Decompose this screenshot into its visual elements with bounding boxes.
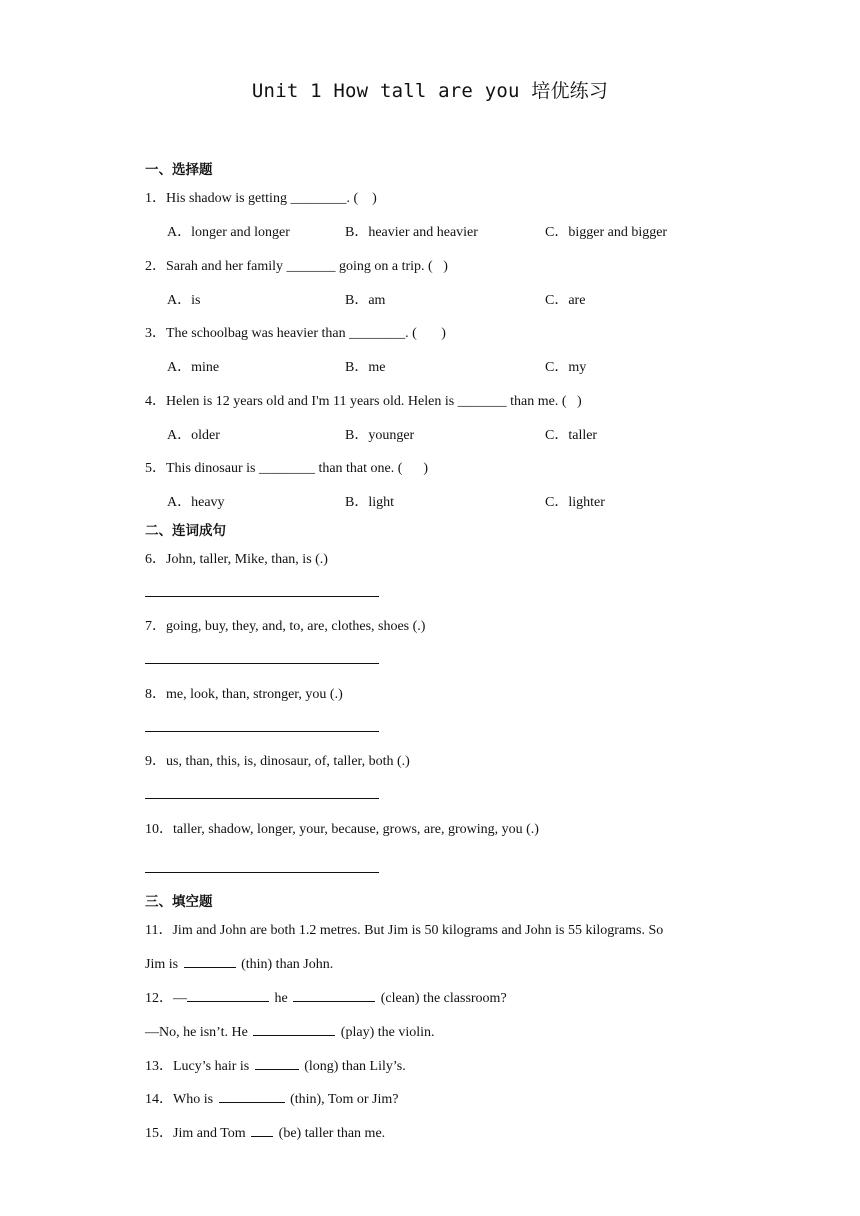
blank-13[interactable]	[255, 1055, 299, 1070]
question-13: 13．Lucy’s hair is (long) than Lily’s.	[145, 1055, 406, 1075]
q3-option-c: C．my	[545, 360, 587, 375]
section-heading-fill-blank: 三、填空题	[145, 894, 213, 910]
question-15: 15．Jim and Tom (be) taller than me.	[145, 1122, 385, 1142]
q5-option-c: C．lighter	[545, 495, 605, 510]
question-3: 3．The schoolbag was heavier than ________. ( )	[145, 326, 446, 341]
q2-option-c: C．are	[545, 293, 586, 308]
answer-line-10[interactable]	[145, 872, 379, 873]
question-9: 9．us, than, this, is, dinosaur, of, taller, both (.)	[145, 754, 410, 769]
blank-15[interactable]	[251, 1122, 273, 1137]
question-10: 10．taller, shadow, longer, your, because, grows, are, growing, you (.)	[145, 822, 539, 837]
q3-option-a: A．mine	[167, 360, 220, 375]
blank-12a[interactable]	[187, 987, 269, 1002]
blank-12c[interactable]	[253, 1021, 335, 1036]
q1-option-b: B．heavier and heavier	[345, 225, 478, 240]
page-title: Unit 1 How tall are you 培优练习	[251, 80, 609, 102]
question-7: 7．going, buy, they, and, to, are, clothes, shoes (.)	[145, 619, 426, 634]
question-8: 8．me, look, than, stronger, you (.)	[145, 687, 343, 702]
answer-line-6[interactable]	[145, 596, 379, 597]
question-5: 5．This dinosaur is ________ than that one. ( )	[145, 461, 429, 476]
answer-line-7[interactable]	[145, 663, 379, 664]
question-2: 2．Sarah and her family _______ going on a trip. ( )	[145, 259, 448, 274]
section-heading-multiple-choice: 一、选择题	[145, 162, 213, 178]
q1-option-c: C．bigger and bigger	[545, 225, 668, 240]
question-11-line1: 11．Jim and John are both 1.2 metres. But Jim is 50 kilograms and John is 55 kilograms. So	[145, 923, 664, 938]
question-6: 6．John, taller, Mike, than, is (.)	[145, 552, 328, 567]
q2-option-b: B．am	[345, 293, 386, 308]
question-14: 14．Who is (thin), Tom or Jim?	[145, 1088, 398, 1108]
answer-line-8[interactable]	[145, 731, 379, 732]
q4-option-c: C．taller	[545, 428, 598, 443]
q5-option-b: B．light	[345, 495, 395, 510]
section-heading-word-order: 二、连词成句	[145, 523, 226, 539]
question-12-line2: —No, he isn’t. He (play) the violin.	[145, 1021, 435, 1041]
answer-line-9[interactable]	[145, 798, 379, 799]
q4-option-b: B．younger	[345, 428, 415, 443]
q4-option-a: A．older	[167, 428, 220, 443]
q3-option-b: B．me	[345, 360, 386, 375]
q2-option-a: A．is	[167, 293, 201, 308]
blank-11[interactable]	[184, 953, 236, 968]
question-12-line1: 12．— he (clean) the classroom?	[145, 987, 507, 1007]
q5-option-a: A．heavy	[167, 495, 225, 510]
q1-option-a: A．longer and longer	[167, 225, 290, 240]
question-1: 1．His shadow is getting ________. ( )	[145, 191, 377, 206]
blank-12b[interactable]	[293, 987, 375, 1002]
blank-14[interactable]	[219, 1088, 285, 1103]
question-4: 4．Helen is 12 years old and I'm 11 years old. Helen is _______ than me. ( )	[145, 394, 582, 409]
question-11-line2: Jim is (thin) than John.	[145, 953, 333, 973]
